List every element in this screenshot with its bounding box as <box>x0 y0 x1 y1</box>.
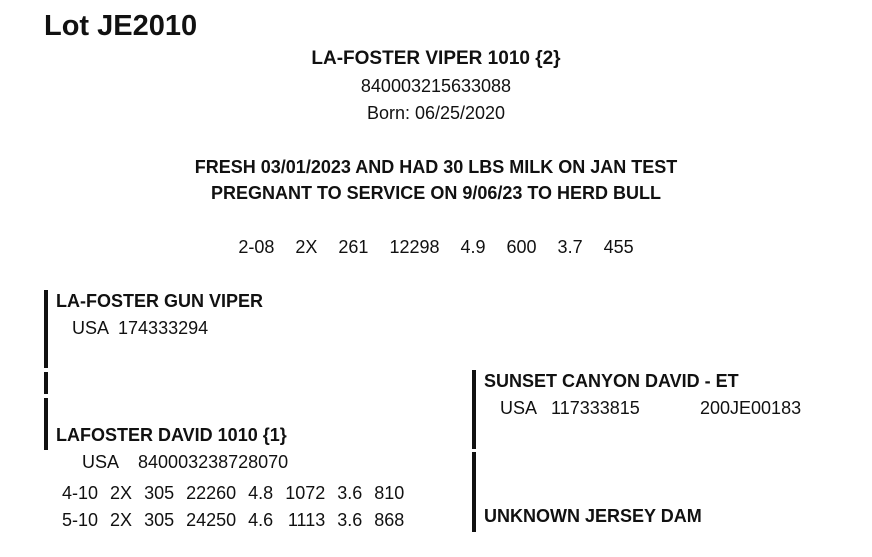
dam-record-row <box>58 507 410 534</box>
dam-record-row <box>58 480 410 507</box>
animal-production-record: 2-08 2X 261 12298 4.9 600 3.7 455 <box>238 237 634 257</box>
maternal-grandsire-name: SUNSET CANYON DAVID - ET <box>484 371 739 391</box>
dam-production-records <box>58 480 410 534</box>
dam-bracket-line <box>44 398 48 450</box>
record-days: 305 <box>144 510 175 530</box>
record-fat-pct: 4.6 <box>248 510 274 530</box>
record-age: 4-10 <box>62 483 99 503</box>
lot-number: Lot JE2010 <box>44 10 198 42</box>
maternal-granddam-bracket-line <box>472 452 476 532</box>
record-protein-pct: 3.6 <box>337 510 363 530</box>
sire-name: LA-FOSTER GUN VIPER <box>56 291 264 311</box>
record-fat: 1072 <box>285 483 326 503</box>
record-protein-pct: 3.6 <box>337 483 363 503</box>
animal-birth-date: Born: 06/25/2020 <box>366 103 506 123</box>
animal-name: LA-FOSTER VIPER 1010 {2} <box>311 48 561 69</box>
record-protein: 868 <box>374 510 405 530</box>
animal-note-pregnant: PREGNANT TO SERVICE ON 9/06/23 TO HERD BULL <box>210 183 662 203</box>
animal-note-fresh: FRESH 03/01/2023 AND HAD 30 LBS MILK ON JAN TEST <box>194 157 678 177</box>
record-protein: 810 <box>374 483 405 503</box>
record-fat-pct: 4.8 <box>248 483 274 503</box>
record-age: 5-10 <box>62 510 99 530</box>
record-milkings: 2X <box>110 483 133 503</box>
record-days: 305 <box>144 483 175 503</box>
animal-registration: 840003215633088 <box>360 76 512 96</box>
maternal-grandsire-bracket-line <box>472 370 476 449</box>
record-milkings: 2X <box>110 510 133 530</box>
sire-bracket-line <box>44 290 48 368</box>
record-milk: 22260 <box>186 483 237 503</box>
maternal-grandsire-registration: USA 117333815 <box>500 398 640 418</box>
dam-name: LAFOSTER DAVID 1010 {1} <box>56 425 287 445</box>
maternal-grandsire-code: 200JE00183 <box>700 398 802 418</box>
record-fat: 1113 <box>287 510 326 530</box>
pedigree-connector-line <box>44 372 48 394</box>
dam-registration: USA 840003238728070 <box>82 452 289 472</box>
maternal-granddam-name: UNKNOWN JERSEY DAM <box>484 506 702 526</box>
record-milk: 24250 <box>186 510 237 530</box>
sire-registration: USA 174333294 <box>72 318 209 338</box>
